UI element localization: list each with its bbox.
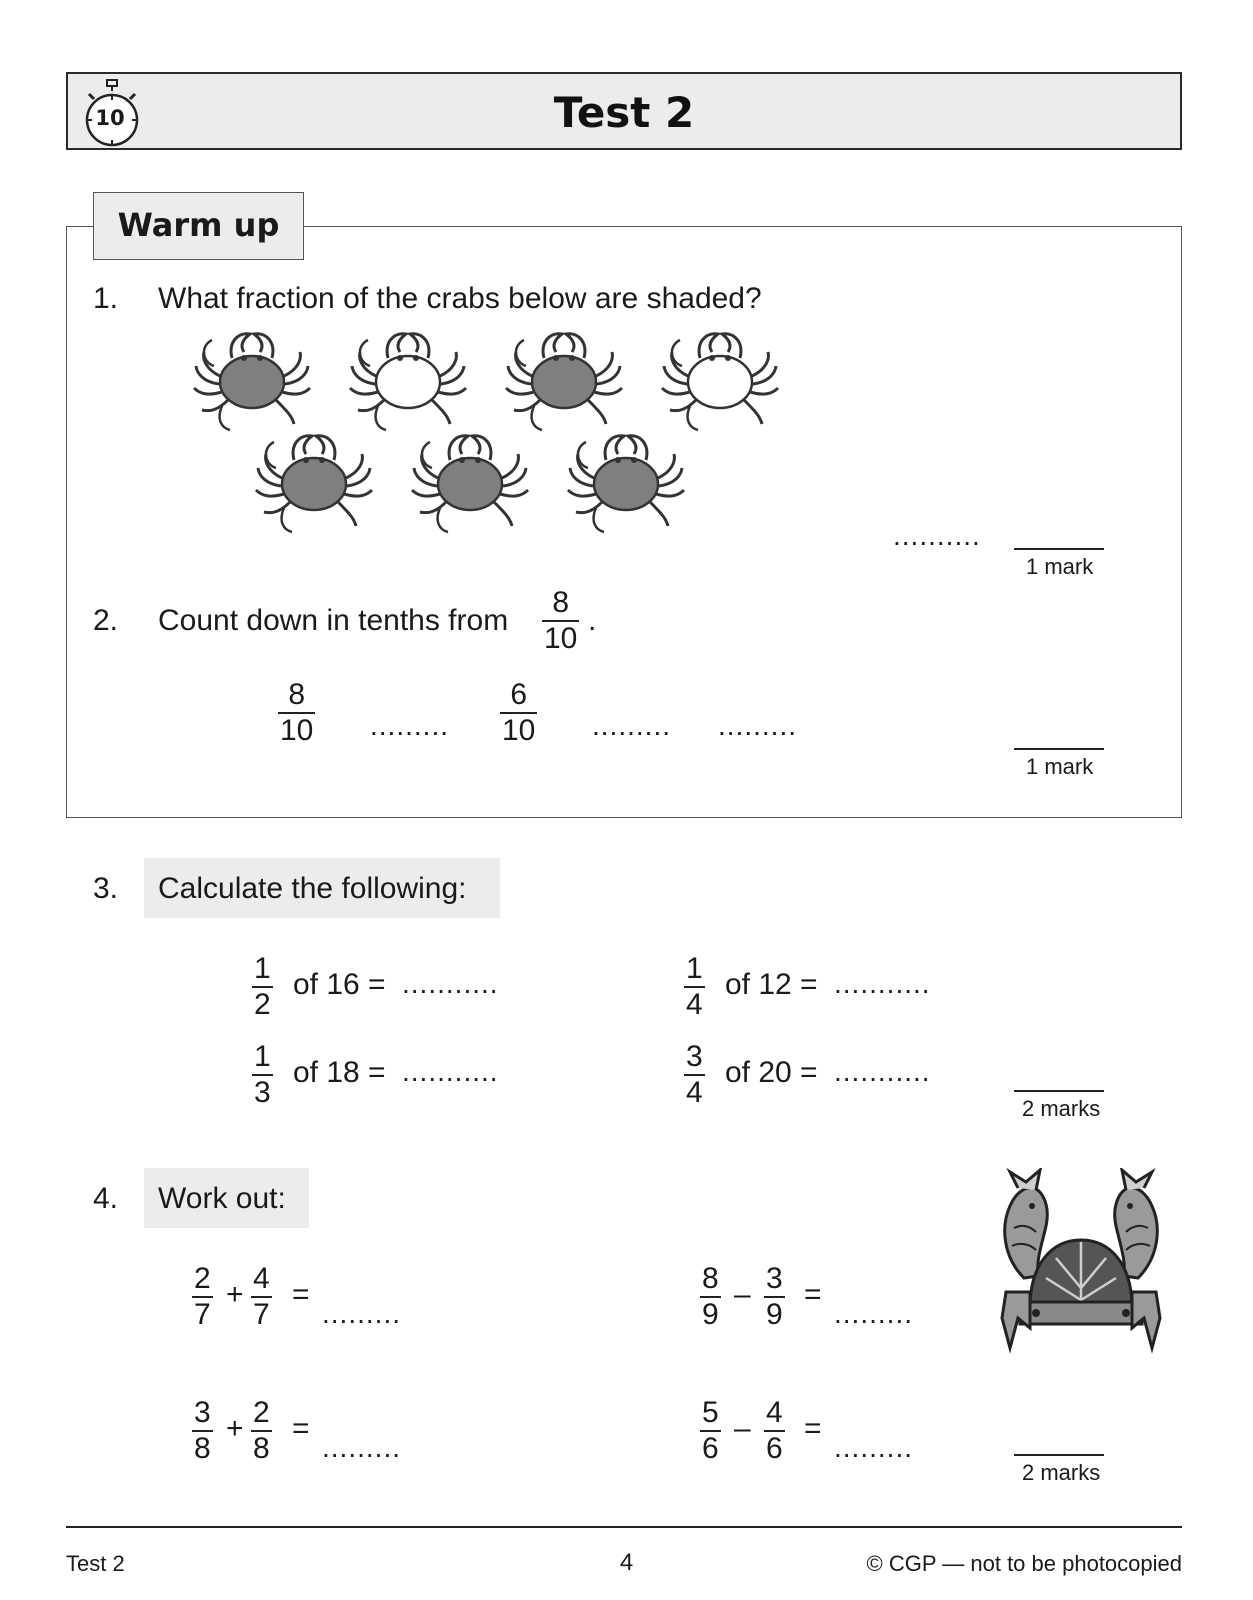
fraction-numerator: 4 <box>253 1262 270 1295</box>
fraction-denominator: 7 <box>194 1298 211 1331</box>
q2-start-fraction <box>542 588 579 654</box>
timer-minutes: 10 <box>95 106 125 130</box>
q3-item-3-fraction <box>252 1042 273 1108</box>
q2-text: Count down in tenths from <box>158 604 509 637</box>
crabs-illustration <box>190 330 810 560</box>
q4-item-4-equals: = <box>804 1412 822 1445</box>
crab-shaded-icon <box>568 436 684 532</box>
q4-item-1-answer[interactable]: ......... <box>322 1298 402 1329</box>
q4-item-4-a <box>700 1398 721 1464</box>
fraction-denominator: 10 <box>502 714 536 747</box>
fraction-numerator: 4 <box>766 1396 783 1429</box>
crab-unshaded-icon <box>350 334 466 430</box>
q2-blank-2[interactable]: ......... <box>592 710 672 741</box>
footer-copyright: © CGP — not to be photocopied <box>866 1551 1182 1576</box>
q2-seq-1 <box>278 680 315 746</box>
q2-blank-1[interactable]: ......... <box>370 710 450 741</box>
fraction-denominator: 8 <box>253 1432 270 1465</box>
fraction-denominator: 10 <box>544 622 578 655</box>
fraction-denominator: 3 <box>254 1076 271 1109</box>
fraction-denominator: 6 <box>766 1432 783 1465</box>
crab-shaded-icon <box>256 436 372 532</box>
fraction-denominator: 6 <box>702 1432 719 1465</box>
q3-marks: 2 marks <box>1022 1096 1101 1121</box>
footer-divider <box>66 1526 1182 1528</box>
q3-item-3-text: of 18 = <box>293 1056 386 1089</box>
fraction-denominator: 4 <box>686 1076 703 1109</box>
q2-mark-line <box>1014 748 1104 750</box>
q3-item-1-answer[interactable]: ........... <box>402 968 499 999</box>
q3-item-3-answer[interactable]: ........... <box>402 1056 499 1087</box>
crab-shaded-icon <box>194 334 310 430</box>
q4-item-1-b <box>251 1264 272 1330</box>
fraction-numerator: 3 <box>766 1262 783 1295</box>
q2-period: . <box>588 604 597 637</box>
q4-item-3-a <box>192 1398 213 1464</box>
fraction-denominator: 4 <box>686 988 703 1021</box>
q3-number: 3. <box>93 872 119 905</box>
q4-item-4-operator: – <box>734 1412 751 1445</box>
q1-number: 1. <box>93 282 119 315</box>
q4-item-2-a <box>700 1264 721 1330</box>
q3-mark-line <box>1014 1090 1104 1092</box>
test-header <box>66 72 1182 150</box>
q3-item-4-fraction <box>684 1042 705 1108</box>
q3-item-4-answer[interactable]: ........... <box>834 1056 931 1087</box>
q4-marks: 2 marks <box>1022 1460 1101 1485</box>
q3-item-1-text: of 16 = <box>293 968 386 1001</box>
q4-number: 4. <box>93 1182 119 1215</box>
q4-item-4-b <box>764 1398 785 1464</box>
fraction-numerator: 2 <box>253 1396 270 1429</box>
fraction-denominator: 7 <box>253 1298 270 1331</box>
q4-item-2-operator: – <box>734 1278 751 1311</box>
crab-shaded-icon <box>412 436 528 532</box>
q4-item-2-answer[interactable]: ......... <box>834 1298 914 1329</box>
q4-item-4-answer[interactable]: ......... <box>834 1432 914 1463</box>
q2-blank-3[interactable]: ......... <box>718 710 798 741</box>
fraction-denominator: 8 <box>194 1432 211 1465</box>
q3-item-2-fraction <box>684 954 705 1020</box>
warm-up-label: Warm up <box>117 206 280 244</box>
q3-item-4-text: of 20 = <box>725 1056 818 1089</box>
q4-item-3-b <box>251 1398 272 1464</box>
fraction-numerator: 8 <box>288 678 306 711</box>
q2-number: 2. <box>93 604 119 637</box>
q2-marks: 1 mark <box>1026 754 1094 779</box>
q4-mark-line <box>1014 1454 1104 1456</box>
q4-item-1-operator: + <box>226 1278 244 1311</box>
q3-text: Calculate the following: <box>158 872 467 905</box>
fraction-numerator: 1 <box>254 1040 271 1073</box>
q3-item-1-fraction <box>252 954 273 1020</box>
fraction-denominator: 2 <box>254 988 271 1021</box>
q4-item-2-equals: = <box>804 1278 822 1311</box>
fraction-numerator: 6 <box>510 678 528 711</box>
q4-item-1-equals: = <box>292 1278 310 1311</box>
fraction-numerator: 8 <box>702 1262 719 1295</box>
q4-item-3-equals: = <box>292 1412 310 1445</box>
fraction-numerator: 3 <box>194 1396 211 1429</box>
viking-helmet-icon <box>996 1168 1166 1368</box>
fraction-numerator: 1 <box>254 952 271 985</box>
fraction-numerator: 1 <box>686 952 703 985</box>
fraction-numerator: 8 <box>552 586 570 619</box>
q3-item-2-answer[interactable]: ........... <box>834 968 931 999</box>
fraction-numerator: 2 <box>194 1262 211 1295</box>
q4-item-3-answer[interactable]: ......... <box>322 1432 402 1463</box>
q1-mark-line <box>1014 548 1104 550</box>
q1-answer-space[interactable]: .......... <box>893 520 981 551</box>
q2-seq-3 <box>500 680 537 746</box>
footer-left: Test 2 <box>66 1551 125 1576</box>
fraction-numerator: 5 <box>702 1396 719 1429</box>
q3-item-2-text: of 12 = <box>725 968 818 1001</box>
crab-unshaded-icon <box>662 334 778 430</box>
q1-text: What fraction of the crabs below are shaded? <box>158 282 762 315</box>
page-number: 4 <box>619 1549 634 1576</box>
q1-marks: 1 mark <box>1026 554 1094 579</box>
fraction-denominator: 9 <box>702 1298 719 1331</box>
q4-item-2-b <box>764 1264 785 1330</box>
q4-item-3-operator: + <box>226 1412 244 1445</box>
q4-item-1-a <box>192 1264 213 1330</box>
page-title: Test 2 <box>553 88 695 137</box>
crab-shaded-icon <box>506 334 622 430</box>
fraction-numerator: 3 <box>686 1040 703 1073</box>
q4-text: Work out: <box>158 1182 286 1215</box>
fraction-denominator: 10 <box>280 714 314 747</box>
fraction-denominator: 9 <box>766 1298 783 1331</box>
